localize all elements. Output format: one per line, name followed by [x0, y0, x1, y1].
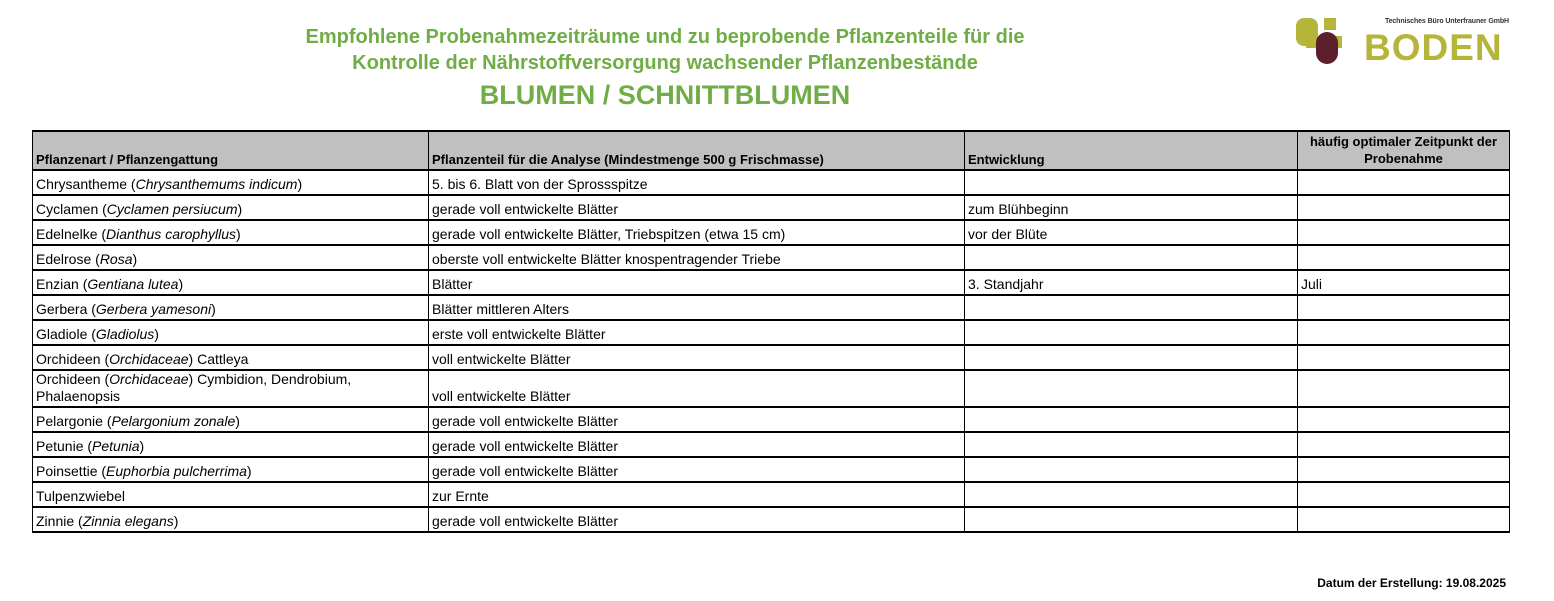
- species-suffix: ): [246, 463, 252, 479]
- col-header-part: Pflanzenteil für die Analyse (Mindestmenge 500 g Frischmasse): [429, 131, 965, 170]
- species-suffix: ): [178, 276, 184, 292]
- cell-sampling-time: [1298, 195, 1510, 220]
- species-common-name: Poinsettie (: [36, 463, 107, 479]
- cell-sampling-time: [1298, 370, 1510, 407]
- cell-development: [965, 370, 1298, 407]
- cell-plant-part: gerade voll entwickelte Blätter: [429, 432, 965, 457]
- cell-sampling-time: [1298, 245, 1510, 270]
- col-header-development: Entwicklung: [965, 131, 1298, 170]
- species-latin-name: Orchidaceae: [109, 371, 189, 387]
- species-suffix: ): [237, 201, 243, 217]
- species-latin-name: Orchidaceae: [109, 351, 189, 367]
- table-row: [33, 320, 1510, 345]
- creation-date: Datum der Erstellung: 19.08.2025: [1317, 576, 1506, 590]
- cell-development: [965, 170, 1298, 195]
- species-common-name: Edelrose (: [36, 251, 100, 267]
- cell-plant-part: gerade voll entwickelte Blätter: [429, 195, 965, 220]
- cell-development: zum Blühbeginn: [965, 195, 1298, 220]
- table-row: [33, 507, 1510, 532]
- cell-development: [965, 295, 1298, 320]
- cell-species: [33, 220, 429, 245]
- cell-sampling-time: [1298, 345, 1510, 370]
- logo-mark-icon: [1296, 18, 1352, 66]
- species-suffix: ): [139, 438, 145, 454]
- species-suffix: ): [173, 513, 179, 529]
- species-latin-name: Dianthus carophyllus: [106, 226, 237, 242]
- cell-plant-part: gerade voll entwickelte Blätter: [429, 407, 965, 432]
- species-latin-name: Gladiolus: [95, 326, 155, 342]
- species-suffix: ): [154, 326, 159, 342]
- species-suffix: ): [132, 251, 138, 267]
- cell-species: [33, 507, 429, 532]
- cell-species: [33, 482, 429, 507]
- table-header-row: [33, 131, 1510, 170]
- logo-wordmark: BODEN: [1364, 27, 1503, 68]
- cell-sampling-time: [1298, 407, 1510, 432]
- species-suffix: ): [236, 226, 241, 242]
- table-row: [33, 432, 1510, 457]
- species-latin-name: Petunia: [92, 438, 140, 454]
- cell-plant-part: gerade voll entwickelte Blätter: [429, 507, 965, 532]
- table-row: [33, 345, 1510, 370]
- species-common-name: Orchideen (: [36, 351, 110, 367]
- cell-plant-part: 5. bis 6. Blatt von der Sprossspitze: [429, 170, 965, 195]
- table-row: [33, 370, 1510, 407]
- cell-plant-part: voll entwickelte Blätter: [429, 370, 965, 407]
- cell-development: [965, 457, 1298, 482]
- cell-species: [33, 407, 429, 432]
- title-line-2: Kontrolle der Nährstoffversorgung wachsender Pflanzenbestände: [352, 52, 978, 74]
- species-common-name: Edelnelke (: [36, 226, 107, 242]
- table-body: [33, 170, 1510, 532]
- cell-plant-part: gerade voll entwickelte Blätter, Triebspitzen (etwa 15 cm): [429, 220, 965, 245]
- cell-species: [33, 245, 429, 270]
- page-header: [200, 24, 1130, 112]
- cell-development: [965, 407, 1298, 432]
- cell-species: [33, 195, 429, 220]
- cell-development: [965, 245, 1298, 270]
- col-header-sampling-time: häufig optimaler Zeitpunkt der Probenahme: [1298, 131, 1510, 170]
- cell-sampling-time: [1298, 295, 1510, 320]
- cell-species: [33, 432, 429, 457]
- cell-sampling-time: [1298, 320, 1510, 345]
- cell-development: [965, 507, 1298, 532]
- cell-development: vor der Blüte: [965, 220, 1298, 245]
- cell-development: 3. Standjahr: [965, 270, 1298, 295]
- table-row: [33, 245, 1510, 270]
- boden-logo: [1296, 16, 1512, 68]
- page-title: BLUMEN / SCHNITTBLUMEN: [479, 80, 851, 110]
- species-latin-name: Cyclamen persiucum: [106, 201, 238, 217]
- cell-development: [965, 345, 1298, 370]
- species-latin-name: Gentiana lutea: [87, 276, 179, 292]
- cell-species: [33, 345, 429, 370]
- species-latin-name: Euphorbia pulcherrima: [106, 463, 247, 479]
- cell-sampling-time: [1298, 507, 1510, 532]
- cell-plant-part: Blätter: [429, 270, 965, 295]
- species-suffix: ): [235, 413, 240, 429]
- cell-species: [33, 170, 429, 195]
- cell-plant-part: gerade voll entwickelte Blätter: [429, 457, 965, 482]
- cell-sampling-time: Juli: [1298, 270, 1510, 295]
- species-common-name: Cyclamen (: [36, 201, 107, 217]
- species-suffix: ) Cattleya: [188, 351, 249, 367]
- species-latin-name: Rosa: [99, 251, 133, 267]
- cell-plant-part: voll entwickelte Blätter: [429, 345, 965, 370]
- species-suffix: ): [211, 301, 216, 317]
- logo-company-name: Technisches Büro Unterfrauner GmbH: [1384, 18, 1509, 25]
- species-common-name: Zinnie (: [36, 513, 83, 529]
- species-latin-name: Zinnia elegans: [82, 513, 174, 529]
- species-common-name: Pelargonie (: [36, 413, 112, 429]
- sampling-table: [32, 130, 1510, 533]
- cell-species: [33, 295, 429, 320]
- species-common-name: Gerbera (: [36, 301, 96, 317]
- cell-development: [965, 482, 1298, 507]
- cell-plant-part: zur Ernte: [429, 482, 965, 507]
- species-common-name: Gladiole (: [36, 326, 96, 342]
- cell-species: [33, 270, 429, 295]
- species-common-name: Petunie (: [36, 438, 93, 454]
- table-row: [33, 482, 1510, 507]
- cell-development: [965, 432, 1298, 457]
- cell-species: [33, 457, 429, 482]
- cell-plant-part: Blätter mittleren Alters: [429, 295, 965, 320]
- species-common-name: Chrysantheme (: [36, 176, 136, 192]
- species-common-name: Tulpenzwiebel: [36, 488, 125, 504]
- table-row: [33, 407, 1510, 432]
- cell-plant-part: oberste voll entwickelte Blätter knospentragender Triebe: [429, 245, 965, 270]
- table-row: [33, 170, 1510, 195]
- table-row: [33, 270, 1510, 295]
- cell-sampling-time: [1298, 170, 1510, 195]
- col-header-species: Pflanzenart / Pflanzengattung: [33, 131, 429, 170]
- species-common-name: Enzian (: [36, 276, 88, 292]
- species-suffix: ) Cymbidion, Dendrobium, Phalaenopsis: [36, 371, 352, 404]
- cell-sampling-time: [1298, 457, 1510, 482]
- species-suffix: ): [297, 176, 303, 192]
- cell-sampling-time: [1298, 482, 1510, 507]
- cell-species: [33, 370, 429, 407]
- cell-sampling-time: [1298, 432, 1510, 457]
- table-row: [33, 295, 1510, 320]
- species-latin-name: Gerbera yamesoni: [95, 301, 212, 317]
- cell-plant-part: erste voll entwickelte Blätter: [429, 320, 965, 345]
- species-latin-name: Chrysanthemums indicum: [135, 176, 298, 192]
- species-latin-name: Pelargonium zonale: [111, 413, 236, 429]
- table-row: [33, 220, 1510, 245]
- cell-species: [33, 320, 429, 345]
- cell-sampling-time: [1298, 220, 1510, 245]
- species-common-name: Orchideen (: [36, 371, 110, 387]
- cell-development: [965, 320, 1298, 345]
- table-row: [33, 457, 1510, 482]
- table-row: [33, 195, 1510, 220]
- title-line-1: Empfohlene Probenahmezeiträume und zu beprobende Pflanzenteile für die: [305, 26, 1025, 48]
